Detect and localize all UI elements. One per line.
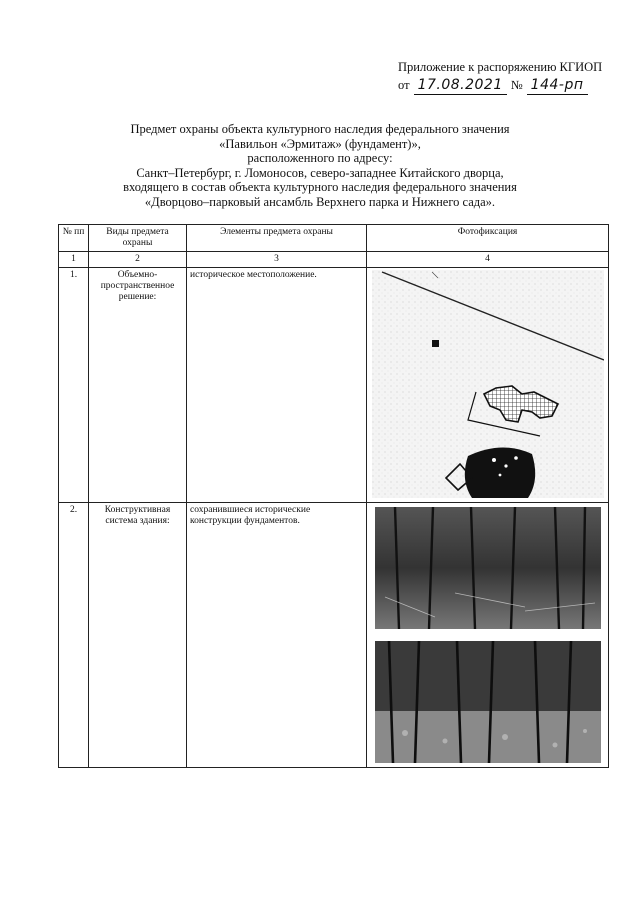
appendix-title: Приложение к распоряжению КГИОП <box>398 60 603 74</box>
protection-table <box>58 224 609 768</box>
number-label: № <box>510 78 523 92</box>
row-elements: историческое местоположение. <box>187 268 367 503</box>
row-elements: сохранившиеся исторические конструкции фундаментов. <box>187 503 367 768</box>
heading-line: Предмет охраны объекта культурного наследия федерального значения <box>130 122 510 136</box>
row-number: 1. <box>59 268 89 503</box>
header-number: № пп <box>59 225 89 252</box>
col-number: 1 <box>59 252 89 268</box>
document-heading <box>60 122 580 209</box>
table-header-row <box>59 225 609 252</box>
photo-cell <box>367 503 609 768</box>
col-number: 4 <box>367 252 609 268</box>
column-number-row <box>59 252 609 268</box>
heading-line: «Павильон «Эрмитаж» (фундамент)», <box>219 136 421 151</box>
appendix-date-line <box>398 76 628 95</box>
site-plan-image <box>372 270 604 498</box>
heading-line: входящего в состав объекта культурного наследия федерального значения <box>123 180 517 194</box>
col-number: 2 <box>89 252 187 268</box>
from-label: от <box>398 78 410 92</box>
order-date: 17.08.2021 <box>414 76 507 95</box>
table-row <box>59 503 609 768</box>
foundation-photo <box>375 507 601 629</box>
col-number: 3 <box>187 252 367 268</box>
foundation-photo <box>375 641 601 763</box>
appendix-header <box>398 58 628 95</box>
photo-cell <box>367 268 609 503</box>
heading-line: «Дворцово–парковый ансамбль Верхнего парка и Нижнего сада». <box>144 194 496 209</box>
row-type: Конструктивная система здания: <box>89 503 187 768</box>
header-elements: Элементы предмета охраны <box>187 225 367 252</box>
header-photo: Фотофиксация <box>367 225 609 252</box>
row-number: 2. <box>59 503 89 768</box>
order-number: 144-рп <box>527 76 588 95</box>
header-type: Виды предмета охраны <box>89 225 187 252</box>
heading-line: Санкт–Петербург, г. Ломоносов, северо-западнее Китайского дворца, <box>136 165 504 180</box>
table-row <box>59 268 609 503</box>
heading-line: расположенного по адресу: <box>247 151 393 165</box>
row-type: Объемно-пространственное решение: <box>89 268 187 503</box>
